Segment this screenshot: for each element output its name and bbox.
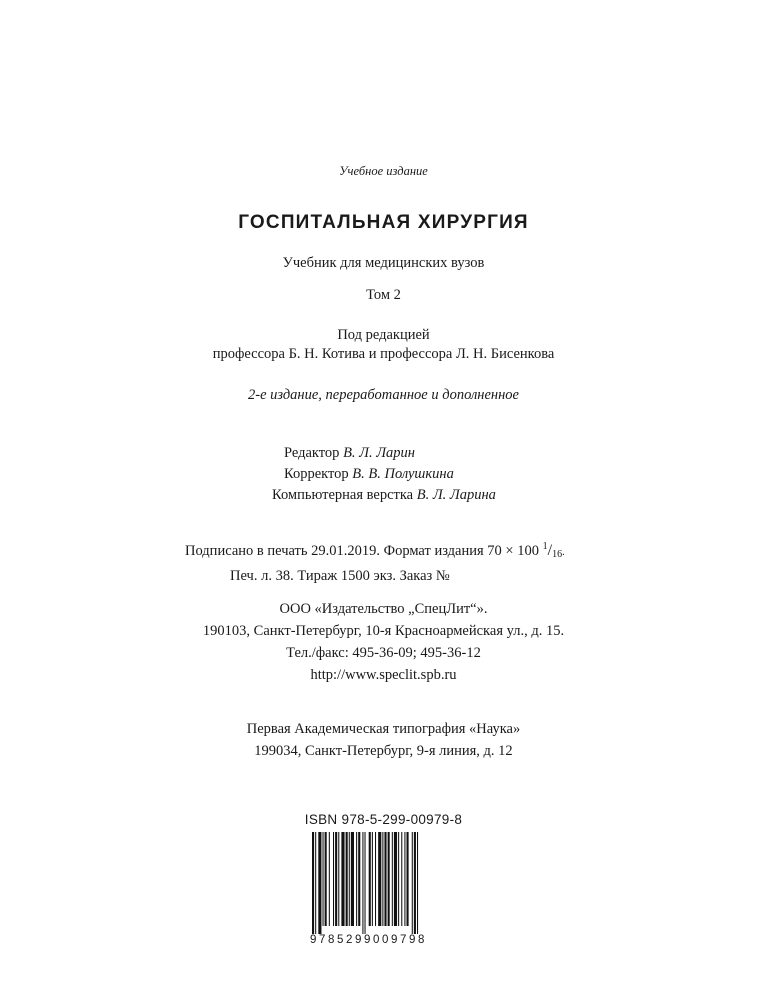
barcode-bar [404,832,405,926]
barcode-bar [323,832,324,926]
barcode-bar [394,832,397,926]
barcode-bar [346,832,348,926]
fraction-end: . [562,547,565,558]
barcode-bar [392,832,393,926]
publisher-name: ООО «Издательство „СпецЛит“». [279,601,488,617]
barcode-bar [369,832,371,926]
barcode-bar [338,832,339,926]
format-fraction: $^1/_{16}$. [542,541,565,560]
corrector-name: В. В. Полушкина [352,466,454,482]
layout-name: В. Л. Ларина [416,487,496,503]
isbn-label: ISBN 978-5-299-00979-8 [304,812,463,827]
printer-name: Первая Академическая типография «Наука» [246,721,521,737]
barcode-bar [407,832,409,926]
barcode-bar [398,832,399,926]
barcode-bar [384,832,386,926]
barcode-bar [312,832,314,934]
corrector-line [284,465,496,483]
barcode-bars [310,832,460,934]
editor-line [284,444,496,462]
book-subtitle: Учебник для медицинских вузов [282,255,485,271]
barcode-bar [349,832,350,926]
barcode-bar [318,832,321,934]
volume-number: Том 2 [366,287,401,303]
barcode-bar [412,832,413,934]
print-info-block [185,538,565,585]
editors-intro: Под редакцией [337,327,430,343]
print-sheets-line: Печ. л. 38. Тираж 1500 экз. Заказ № [230,568,450,584]
fraction-numerator: 1 [542,541,548,552]
corrector-label: Корректор [284,466,349,482]
barcode-bar [329,832,330,926]
barcode-digits: 9785299009798 [310,934,427,946]
print-signed-text: Подписано в печать 29.01.2019. Формат издания 70 × 100 [185,543,539,559]
barcode-bar [417,832,418,934]
layout-line [272,486,496,504]
barcode-bar [333,832,334,926]
editors-names: профессора Б. Н. Котива и профессора Л. Н. Бисенкова [212,346,555,362]
barcode-bar [356,832,357,926]
barcode-bar [358,832,360,926]
edition-type: Учебное издание [339,164,428,178]
fraction-denominator: 16 [552,549,563,560]
barcode-bar [378,832,381,926]
barcode-bar [382,832,383,926]
barcode-bar [388,832,390,926]
publisher-url[interactable]: http://www.speclit.spb.ru [310,667,457,683]
staff-block [272,444,496,504]
edition-note: 2-е издание, переработанное и дополненное [247,387,519,403]
book-title: ГОСПИТАЛЬНАЯ ХИРУРГИЯ [238,212,529,233]
barcode-bar [341,832,344,926]
editor-label: Редактор [284,445,340,461]
barcode-bar [315,832,316,934]
editor-name: В. Л. Ларин [343,445,416,461]
barcode-bar [372,832,373,926]
barcode-bar [365,832,366,934]
printer-address: 199034, Санкт-Петербург, 9-я линия, д. 12 [254,743,513,759]
barcode-bar [335,832,337,926]
barcode-bar [401,832,402,926]
barcode-bar [351,832,354,926]
barcode-bar [362,832,363,934]
barcode-bar [414,832,416,934]
barcode-bar [325,832,327,926]
publisher-phone: Тел./факс: 495-36-09; 495-36-12 [286,645,481,661]
barcode [310,832,460,948]
layout-label: Компьютерная верстка [272,487,414,503]
print-signed-line [185,538,565,564]
publisher-address: 190103, Санкт-Петербург, 10-я Красноармейская ул., д. 15. [202,623,565,639]
barcode-bar [375,832,376,926]
